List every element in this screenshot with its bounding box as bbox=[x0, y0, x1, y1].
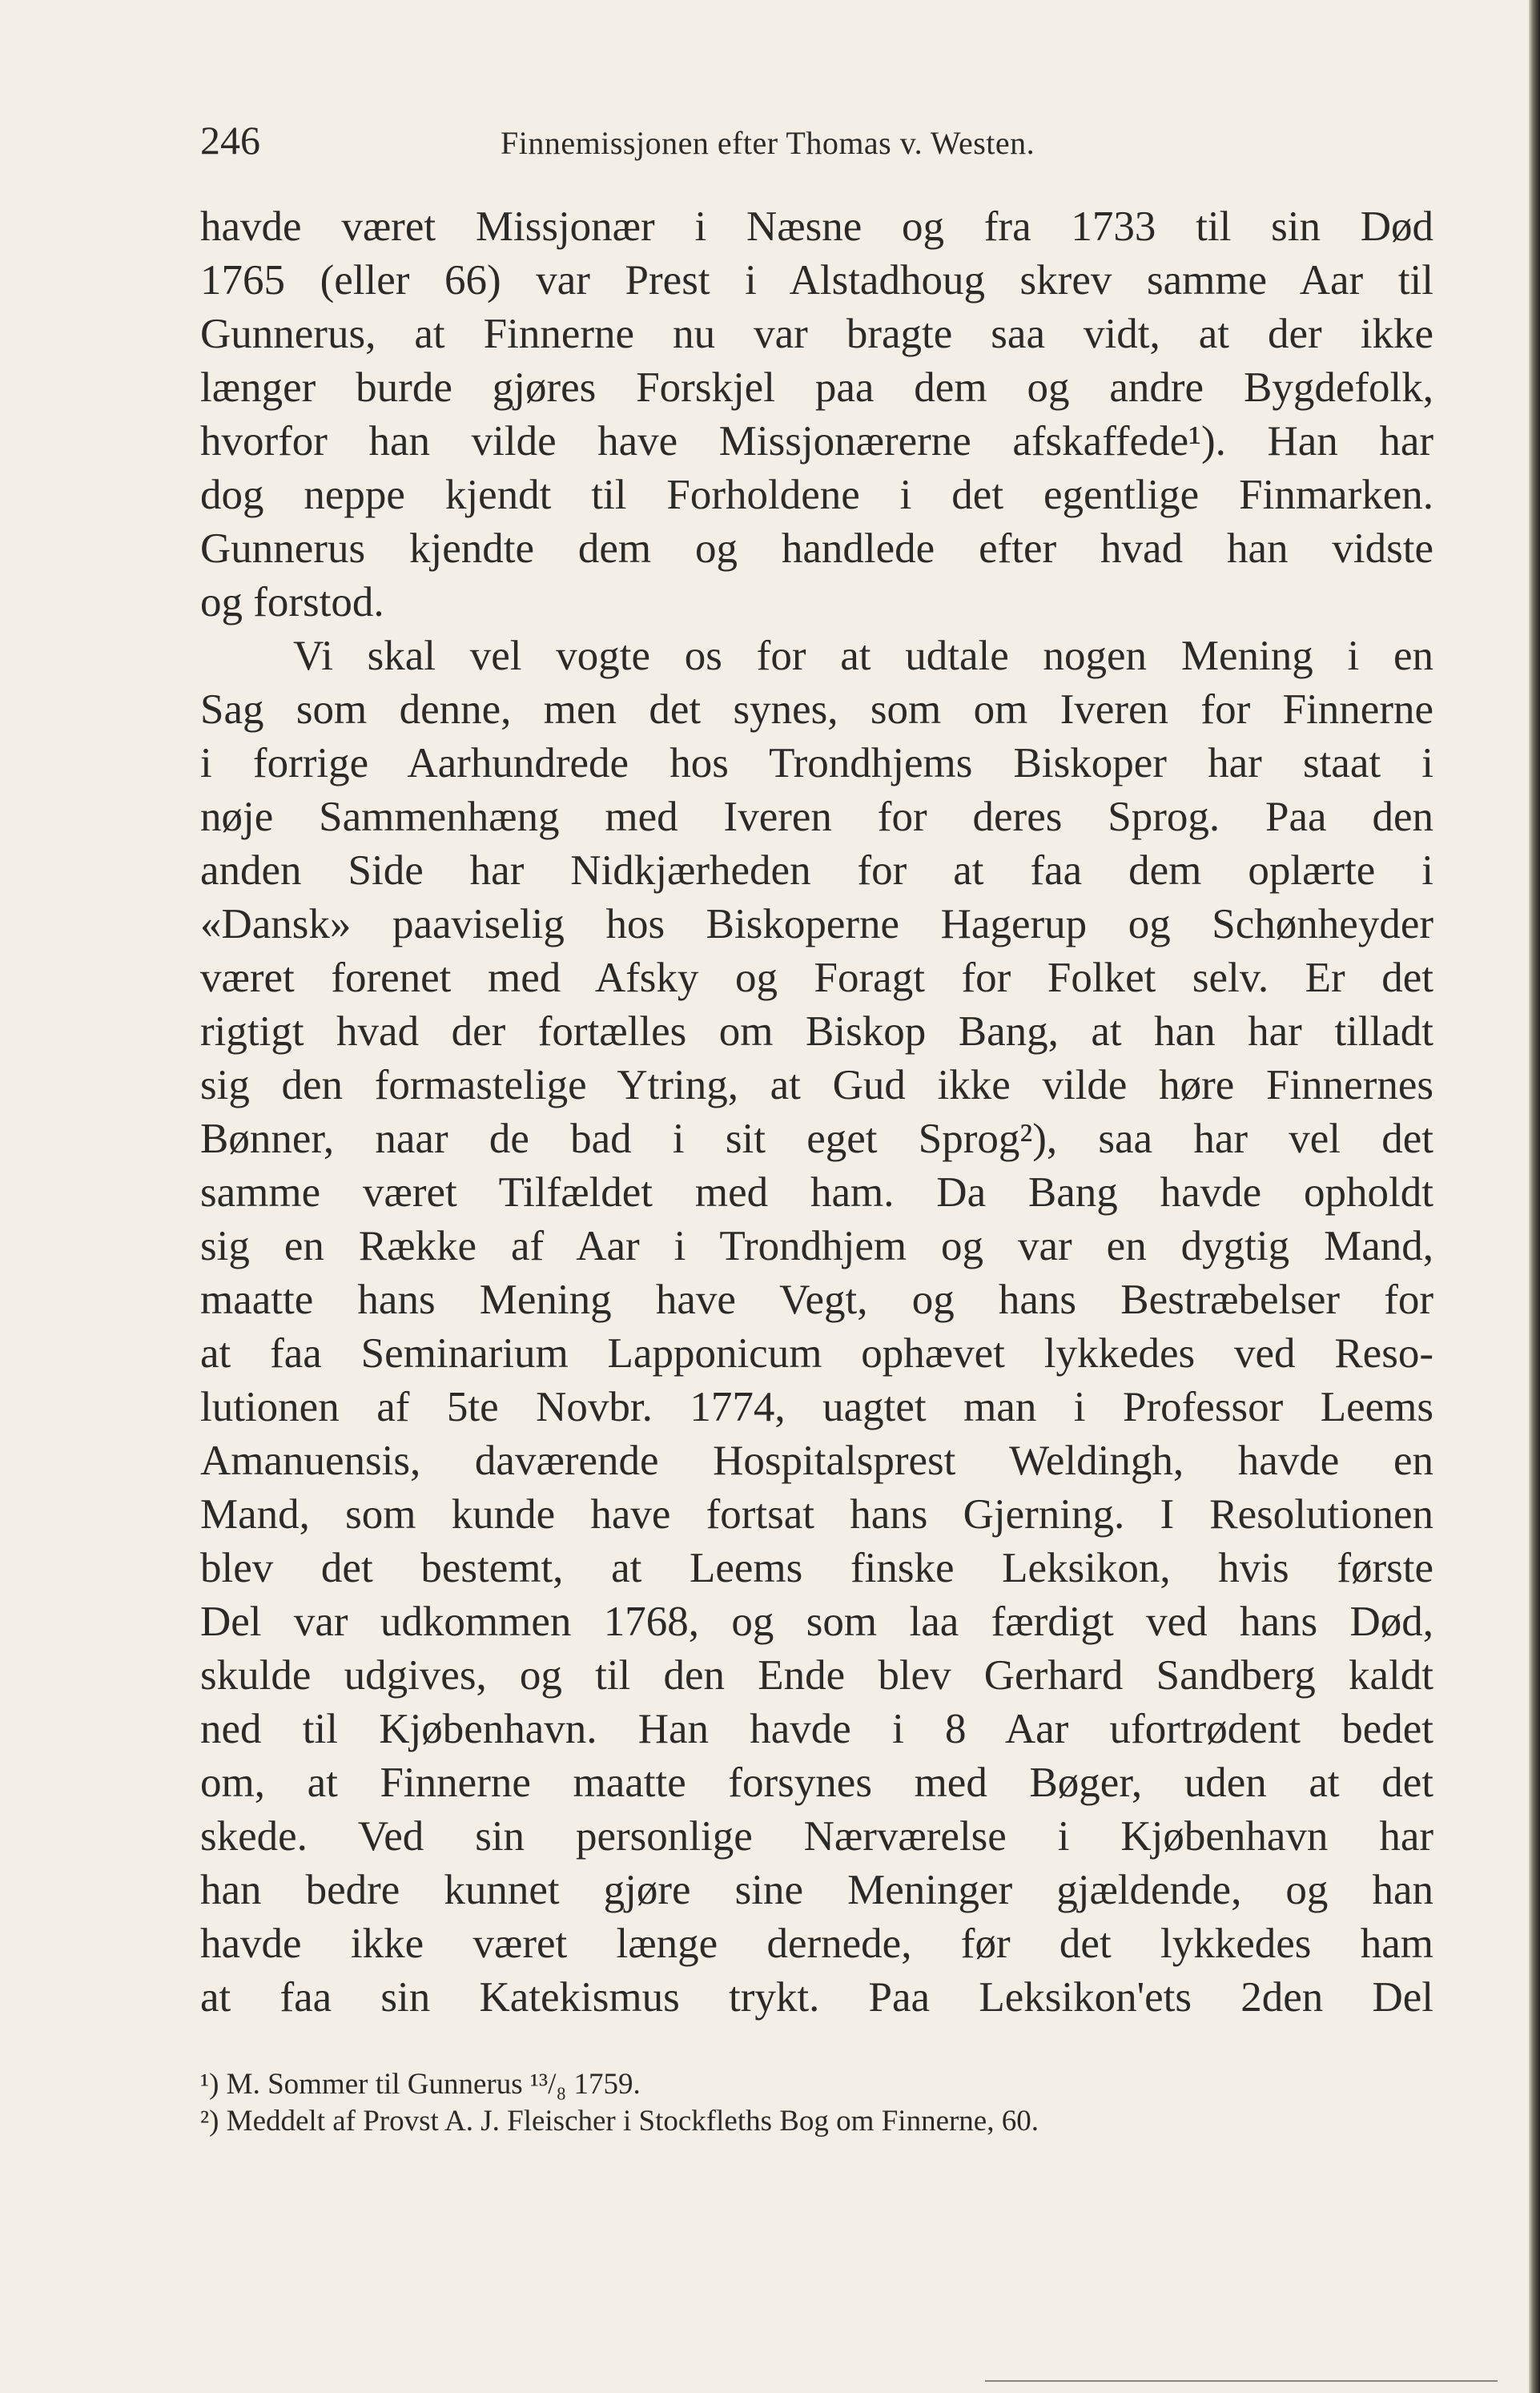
footnote: ¹) M. Sommer til Gunnerus ¹³/₈ 1759. bbox=[200, 2068, 641, 2101]
page-edge-shadow bbox=[1529, 0, 1540, 2393]
footnotes bbox=[200, 2066, 1433, 2140]
text-line: Gunnerus, at Finnerne nu var bragte saa vidt, at der ikke bbox=[200, 311, 1433, 357]
text-line: sig den formastelige Ytring, at Gud ikke vilde høre Finnernes bbox=[200, 1062, 1433, 1108]
text-line: nøje Sammenhæng med Iveren for deres Sprog. Paa den bbox=[200, 794, 1433, 840]
text-line: havde ikke været længe dernede, før det lykkedes ham bbox=[200, 1920, 1433, 1967]
text-line: Gunnerus kjendte dem og handlede efter hvad han vidste bbox=[200, 525, 1433, 572]
running-head: Finnemissjonen efter Thomas v. Westen. bbox=[501, 125, 1035, 161]
text-line: at faa Seminarium Lapponicum ophævet lykkedes ved Reso- bbox=[200, 1330, 1433, 1377]
text-line: været forenet med Afsky og Foragt for Folket selv. Er det bbox=[200, 955, 1433, 1001]
page-header bbox=[200, 112, 1433, 168]
text-line: om, at Finnerne maatte forsynes med Bøger, uden at det bbox=[200, 1760, 1433, 1806]
text-line: havde været Missjonær i Næsne og fra 1733 til sin Død bbox=[200, 203, 1433, 250]
text-line: Vi skal vel vogte os for at udtale nogen Mening i en bbox=[293, 633, 1433, 679]
text-line: maatte hans Mening have Vegt, og hans Bestræbelser for bbox=[200, 1277, 1433, 1323]
text-line: skulde udgives, og til den Ende blev Gerhard Sandberg kaldt bbox=[200, 1652, 1433, 1699]
text-line: 1765 (eller 66) var Prest i Alstadhoug skrev samme Aar til bbox=[200, 257, 1433, 304]
text-line: længer burde gjøres Forskjel paa dem og andre Bygdefolk, bbox=[200, 364, 1433, 411]
text-line: Del var udkommen 1768, og som laa færdigt ved hans Død, bbox=[200, 1599, 1433, 1645]
text-line: hvorfor han vilde have Missjonærerne afskaffede¹). Han har bbox=[200, 418, 1433, 465]
text-line: anden Side har Nidkjærheden for at faa dem oplærte i bbox=[200, 847, 1433, 894]
text-line: Mand, som kunde have fortsat hans Gjerning. I Resolutionen bbox=[200, 1491, 1433, 1538]
text-line: blev det bestemt, at Leems finske Leksikon, hvis første bbox=[200, 1545, 1433, 1591]
text-line: dog neppe kjendt til Forholdene i det egentlige Finmarken. bbox=[200, 472, 1433, 518]
text-line: og forstod. bbox=[200, 579, 384, 625]
text-line: han bedre kunnet gjøre sine Meninger gjældende, og han bbox=[200, 1867, 1433, 1913]
page-number: 246 bbox=[200, 118, 260, 163]
text-line: at faa sin Katekismus trykt. Paa Leksikon'ets 2den Del bbox=[200, 1974, 1433, 2021]
bottom-edge-line bbox=[985, 2380, 1498, 2382]
text-line: lutionen af 5te Novbr. 1774, uagtet man i Professor Leems bbox=[200, 1384, 1433, 1430]
footnote: ²) Meddelt af Provst A. J. Fleischer i Stockfleths Bog om Finnerne, 60. bbox=[200, 2105, 1039, 2138]
text-line: Sag som denne, men det synes, som om Iveren for Finnerne bbox=[200, 686, 1433, 733]
text-line: ned til Kjøbenhavn. Han havde i 8 Aar ufortrødent bedet bbox=[200, 1706, 1433, 1752]
text-line: samme været Tilfældet med ham. Da Bang havde opholdt bbox=[200, 1169, 1433, 1216]
text-line: i forrige Aarhundrede hos Trondhjems Biskoper har staat i bbox=[200, 740, 1433, 786]
text-line: rigtigt hvad der fortælles om Biskop Bang, at han har tilladt bbox=[200, 1008, 1433, 1055]
text-line: skede. Ved sin personlige Nærværelse i Kjøbenhavn har bbox=[200, 1813, 1433, 1860]
text-line: «Dansk» paaviselig hos Biskoperne Hagerup og Schønheyder bbox=[200, 901, 1433, 947]
text-line: sig en Række af Aar i Trondhjem og var en dygtig Mand, bbox=[200, 1223, 1433, 1269]
text-line: Bønner, naar de bad i sit eget Sprog²), saa har vel det bbox=[200, 1116, 1433, 1162]
body-text bbox=[200, 200, 1433, 2025]
text-line: Amanuensis, daværende Hospitalsprest Weldingh, havde en bbox=[200, 1438, 1433, 1484]
